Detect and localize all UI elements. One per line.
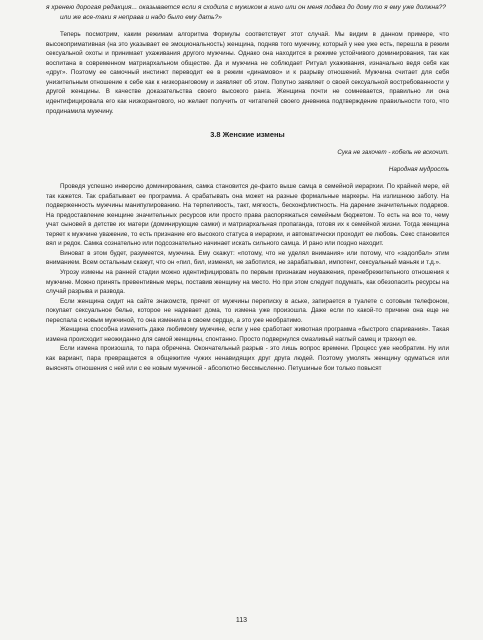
- paragraph: Если измена произошла, то пара обречена. Окончательный разрыв - это лишь вопрос времени. Процесс уже необратим. Ну или как вариант, пара превращается в общежитие чужих ненавидящих друг друга людей. Поэтому умолять женщину одуматься или выяснять отношения с ней или с ее новым мужчиной - абсолютно бессмысленно. Петушиные бои только повысят: [46, 345, 449, 372]
- paragraph: Виноват в этом будет, разумеется, мужчина. Ему скажут: «потому, что не уделял внимания» или потому, что «задолбал» этим вниманием. Всем остальным скажут, что он «пил, бил, изменял, не заботился, не зарабатывал, импотент, сексуальный маньяк и т.д.».: [46, 249, 449, 267]
- spacer: [46, 174, 449, 182]
- quote-line-2: или же все-таки я неправа и надо было ему дать?»: [60, 13, 222, 21]
- paragraph: Если женщина сидит на сайте знакомств, прячет от мужчины переписку в аське, запирается в туалете с сотовым телефоном, покупает сексуальное белье, которое не надевает дома, то измена уже произошла. Даже если по какой-то причине она еще не переспала с новым мужчиной, то она изменила в своем сердце, а это уже необратимо.: [46, 297, 449, 324]
- section-heading: 3.8 Женские измены: [210, 130, 285, 140]
- page-number: 113: [235, 617, 248, 624]
- epigraph-source: Народная мудрость: [388, 165, 449, 173]
- paragraph-analysis: Теперь посмотрим, каким режимам алгоритма Формулы соответствует этот случай. Мы видим в данном примере, что высокопримативная (на это указывает ее эмоциональность) женщина, подняв того мужчину, который у нее уже есть, перешла в режим сексуальной охоты и принимает ухаживания другого мужчины. Однако она находится в режиме устойчивого доминирования, так как воспитана в современном матриархальном обществе. Да и мужчина не соблюдает Ритуал ухаживания, изначально ведя себя как «друг». Поэтому ее самочный инстинкт переводит ее в режим «динамово» и к разрыву отношений. Мужчина считает для себя унизительным отношение к себе как к низкоранговому и заявляет об этом. Попутно заявляет о своей сексуальной востребованности у другой женщины. В качестве доказательства своего высокого ранга. Женщина почти не сомневается, правильно ли она идентифицировала его как низкорангового, но желает получить от читателей своего дневника подтверждение правильности того, что продинамила мужчину.: [46, 31, 449, 115]
- forum-quote: [46, 3, 449, 22]
- paragraph: Проведя успешно инверсию доминирования, самка становится де-факто выше самца в семейной иерархии. По крайней мере, ей так кажется. Так срабатывает ее программа. А срабатывать она может на разные формальные маркеры. На излишнюю заботу. На подверженность мужчины манипулированию. На терпеливость, такт, мягкость, бесконфликтность. На дарение значительных подарков. На предоставление женщине значительных ресурсов или просто права распоряжаться семейным бюджетом. То есть на все то, чему учат сыновей в детстве их матери (доминирующие самки) и матриархальная пропаганда, готовя их к семейной жизни. Тогда женщина теряет к мужчине уважение, то есть признание его высокого статуса в иерархии, и автоматически проходит ее любовь. Секс становится вял и редок. Самка сознательно или подсознательно начинает искать сильного самца. И рано или поздно находит.: [46, 183, 449, 248]
- paragraph: Угрозу измены на ранней стадии можно идентифицировать по первым признакам неуважения, пренебрежительного отношения к мужчине. Можно принять превентивные меры, поставив женщину на место. Но при этом следует подумать, как обезопасить ресурсы на случай разрыва и развода.: [46, 269, 449, 296]
- spacer: [46, 22, 449, 30]
- quote-line-1: я хренею дорогая редакция... оказывается если я сходила с мужиком в кино или он меня подвез до дому то я ему уже должна??: [46, 4, 447, 11]
- paragraph: Женщина способна изменить даже любимому мужчине, если у нее сработает животная программа «быстрого спаривания». Такая измена происходит неожиданно для самой женщины, спонтанно. Просто подвернулся смазливый наглый самец и трахнул ее.: [46, 326, 449, 343]
- epigraph: Сука не захочет - кобель не вскочит.: [337, 149, 449, 157]
